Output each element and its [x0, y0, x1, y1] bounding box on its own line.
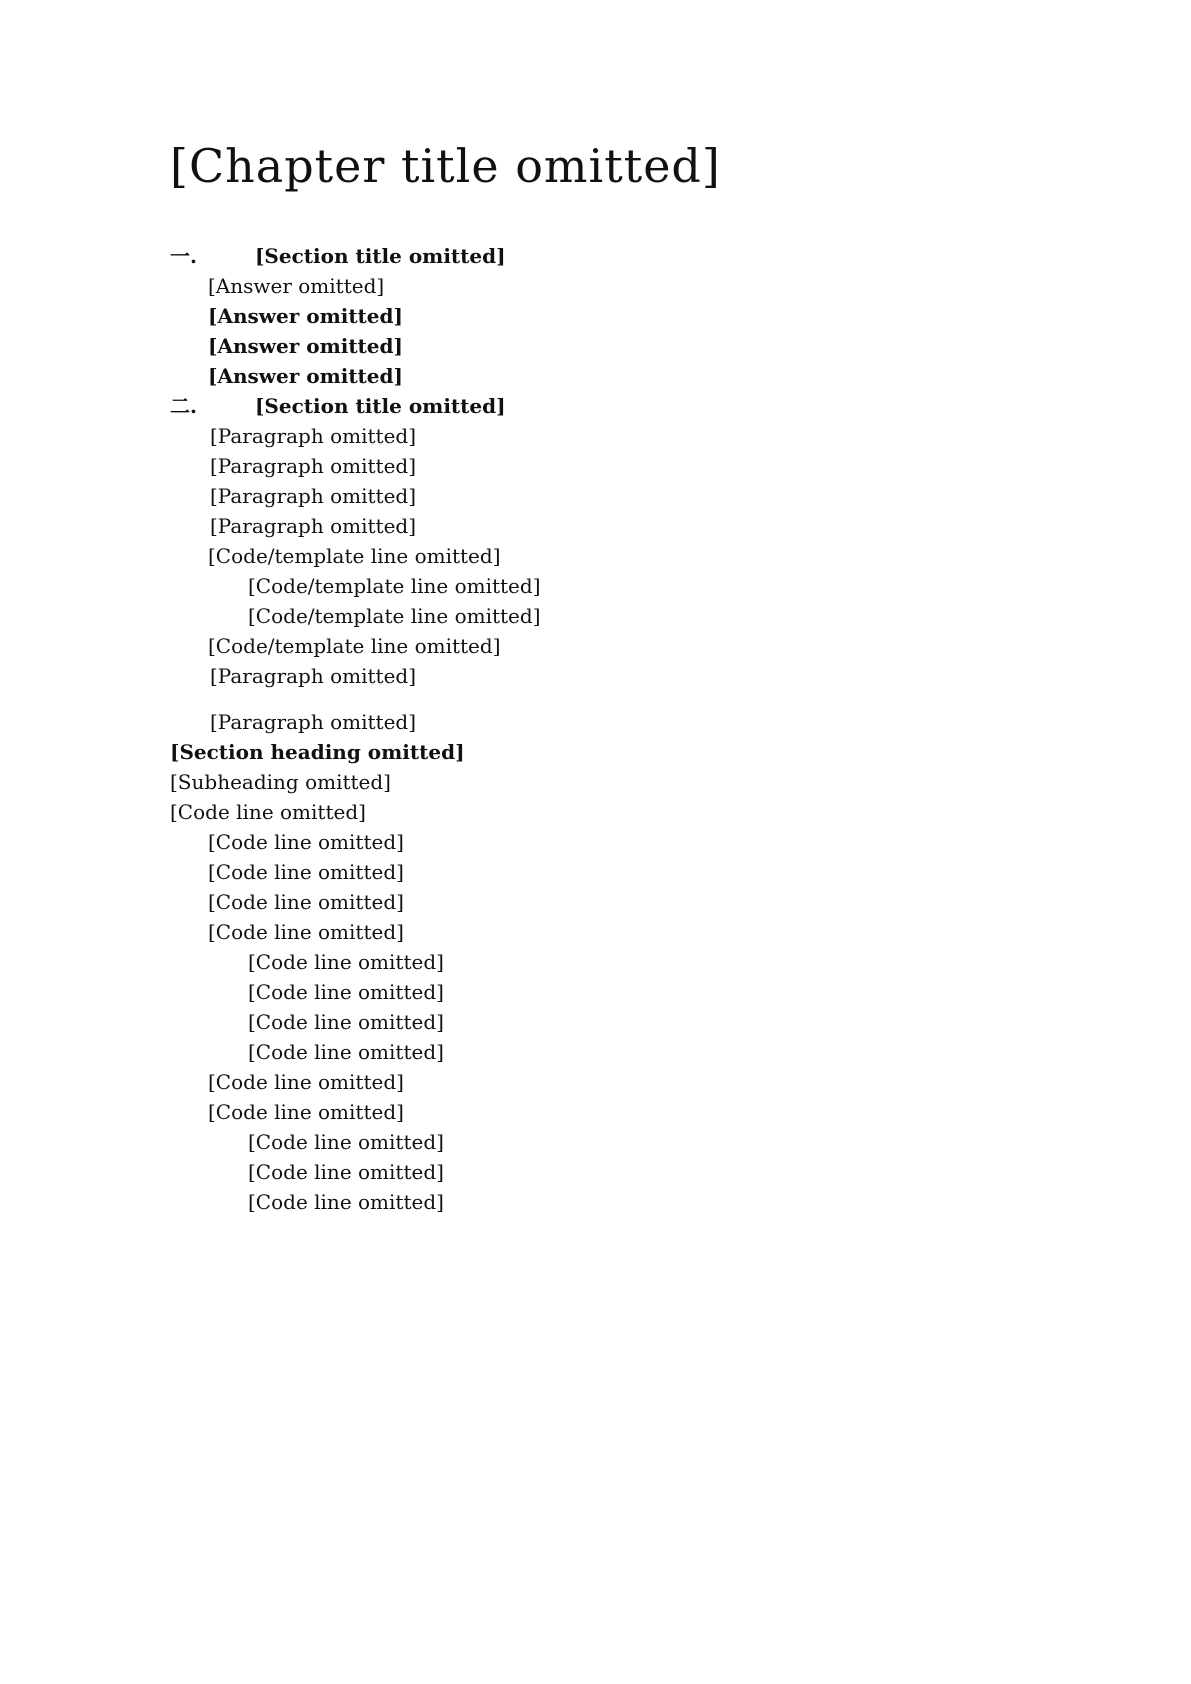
answer-item: [Answer omitted] — [208, 273, 385, 298]
code-line: [Code line omitted] — [248, 1129, 444, 1154]
paragraph: [Paragraph omitted] — [210, 423, 417, 448]
section-title-2: [Section title omitted] — [254, 393, 506, 418]
code-line: [Code line omitted] — [208, 829, 404, 854]
section-heading-1 — [170, 241, 1021, 271]
code-line: [Code line omitted] — [248, 949, 444, 974]
section-heading-2 — [170, 391, 1021, 421]
code-line: [Code line omitted] — [248, 979, 444, 1004]
paragraph: [Paragraph omitted] — [210, 663, 417, 688]
code-line: [Code line omitted] — [170, 799, 366, 824]
section-number-2: 二. — [170, 393, 197, 418]
section-number-1: 一. — [170, 243, 197, 268]
answer-item: [Answer omitted] — [208, 333, 403, 358]
paragraph: [Paragraph omitted] — [210, 453, 417, 478]
code-line: [Code line omitted] — [208, 1099, 404, 1124]
code-line: [Code line omitted] — [208, 919, 404, 944]
chapter-title: [Chapter title omitted] — [170, 139, 721, 193]
paragraph: [Paragraph omitted] — [210, 513, 417, 538]
code-line: [Code line omitted] — [208, 859, 404, 884]
answer-list — [208, 271, 1021, 391]
answer-item: [Answer omitted] — [208, 303, 403, 328]
section-heading-3: [Section heading omitted] — [170, 739, 465, 764]
code-line: [Code line omitted] — [208, 889, 404, 914]
answer-item: [Answer omitted] — [208, 363, 403, 388]
code-line: [Code/template line omitted] — [248, 573, 541, 598]
code-line: [Code line omitted] — [208, 1069, 404, 1094]
code-line: [Code/template line omitted] — [208, 543, 501, 568]
spacer — [170, 691, 1021, 707]
section-title-1: [Section title omitted] — [254, 243, 506, 268]
code-line: [Code line omitted] — [248, 1189, 444, 1214]
code-line: [Code line omitted] — [248, 1039, 444, 1064]
paragraph: [Paragraph omitted] — [210, 483, 417, 508]
code-line: [Code/template line omitted] — [248, 603, 541, 628]
code-line: [Code/template line omitted] — [208, 633, 501, 658]
paragraph: [Paragraph omitted] — [210, 709, 417, 734]
section-subheading: [Subheading omitted] — [170, 769, 391, 794]
code-line: [Code line omitted] — [248, 1159, 444, 1184]
code-line: [Code line omitted] — [248, 1009, 444, 1034]
